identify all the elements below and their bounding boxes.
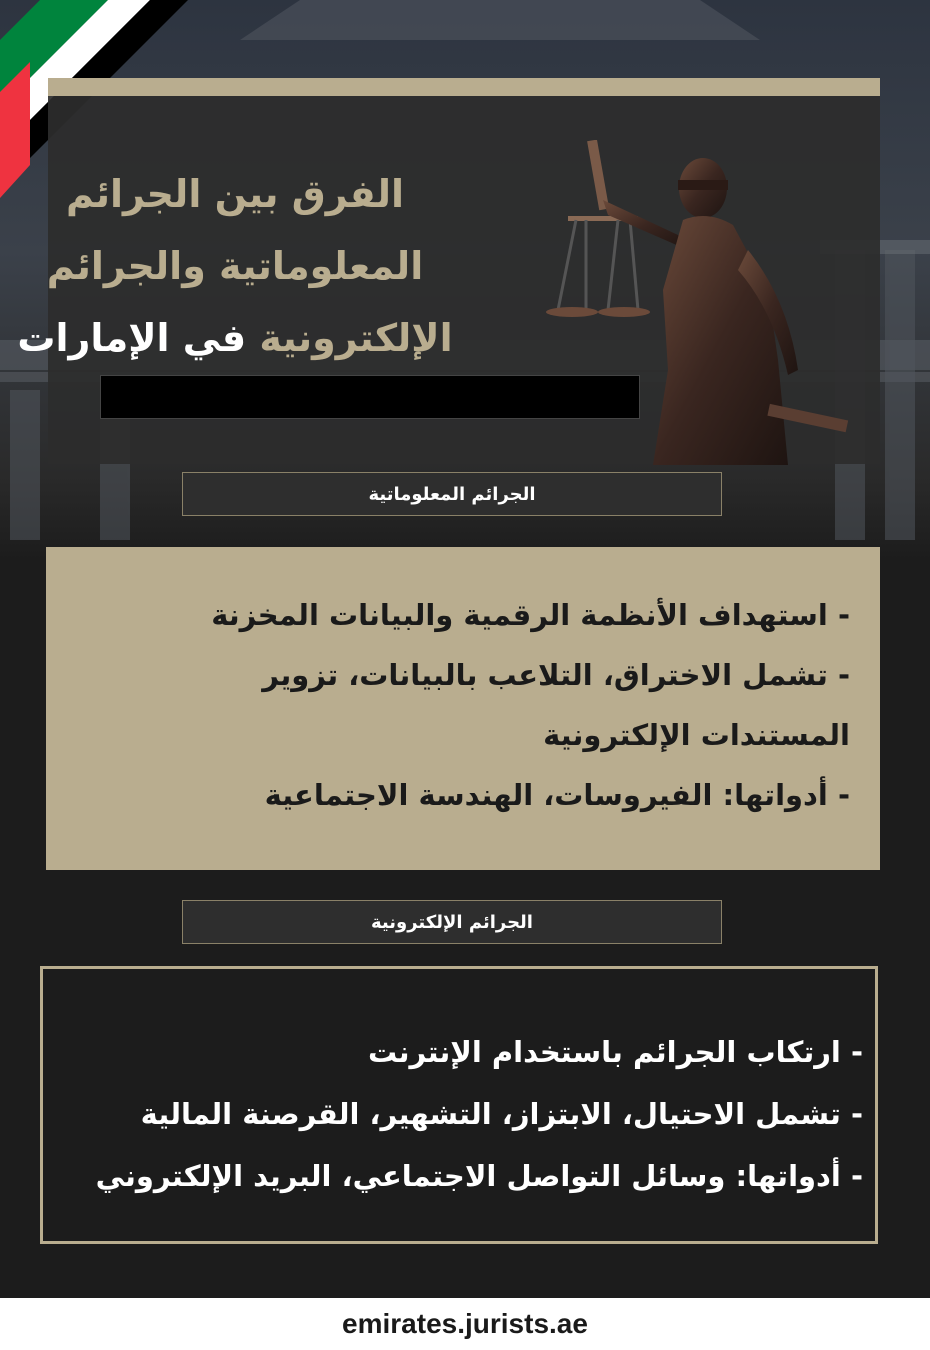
title-line-2: المعلوماتية والجرائم — [46, 244, 424, 288]
title-line-3-white: في الإمارات — [17, 316, 247, 360]
list-item: - أدواتها: وسائل التواصل الاجتماعي، البريد الإلكتروني — [95, 1159, 863, 1193]
section-label-information-crimes: الجرائم المعلوماتية — [182, 472, 722, 516]
footer-url: emirates.jurists.ae — [0, 1298, 930, 1350]
section-label-electronic-crimes: الجرائم الإلكترونية — [182, 900, 722, 944]
list-item: - تشمل الاحتيال، الابتزاز، التشهير، القرصنة المالية — [140, 1097, 863, 1131]
list-item: - ارتكاب الجرائم باستخدام الإنترنت — [367, 1035, 863, 1069]
title-line-3 — [0, 302, 470, 374]
electronic-crimes-box — [40, 966, 878, 1244]
list-item: - أدواتها: الفيروسات، الهندسة الاجتماعية — [264, 778, 850, 812]
page-title — [0, 158, 470, 374]
lady-justice-statue — [538, 140, 858, 465]
list-item: - تشمل الاختراق، التلاعب بالبيانات، تزوير المستندات الإلكترونية — [262, 658, 850, 752]
title-line-3-gold: الإلكترونية — [259, 316, 453, 360]
list-item: - استهداف الأنظمة الرقمية والبيانات المخزنة — [211, 598, 850, 632]
header-panel — [17, 78, 880, 464]
title-line-1: الفرق بين الجرائم — [65, 172, 405, 216]
information-crimes-box — [46, 547, 880, 870]
